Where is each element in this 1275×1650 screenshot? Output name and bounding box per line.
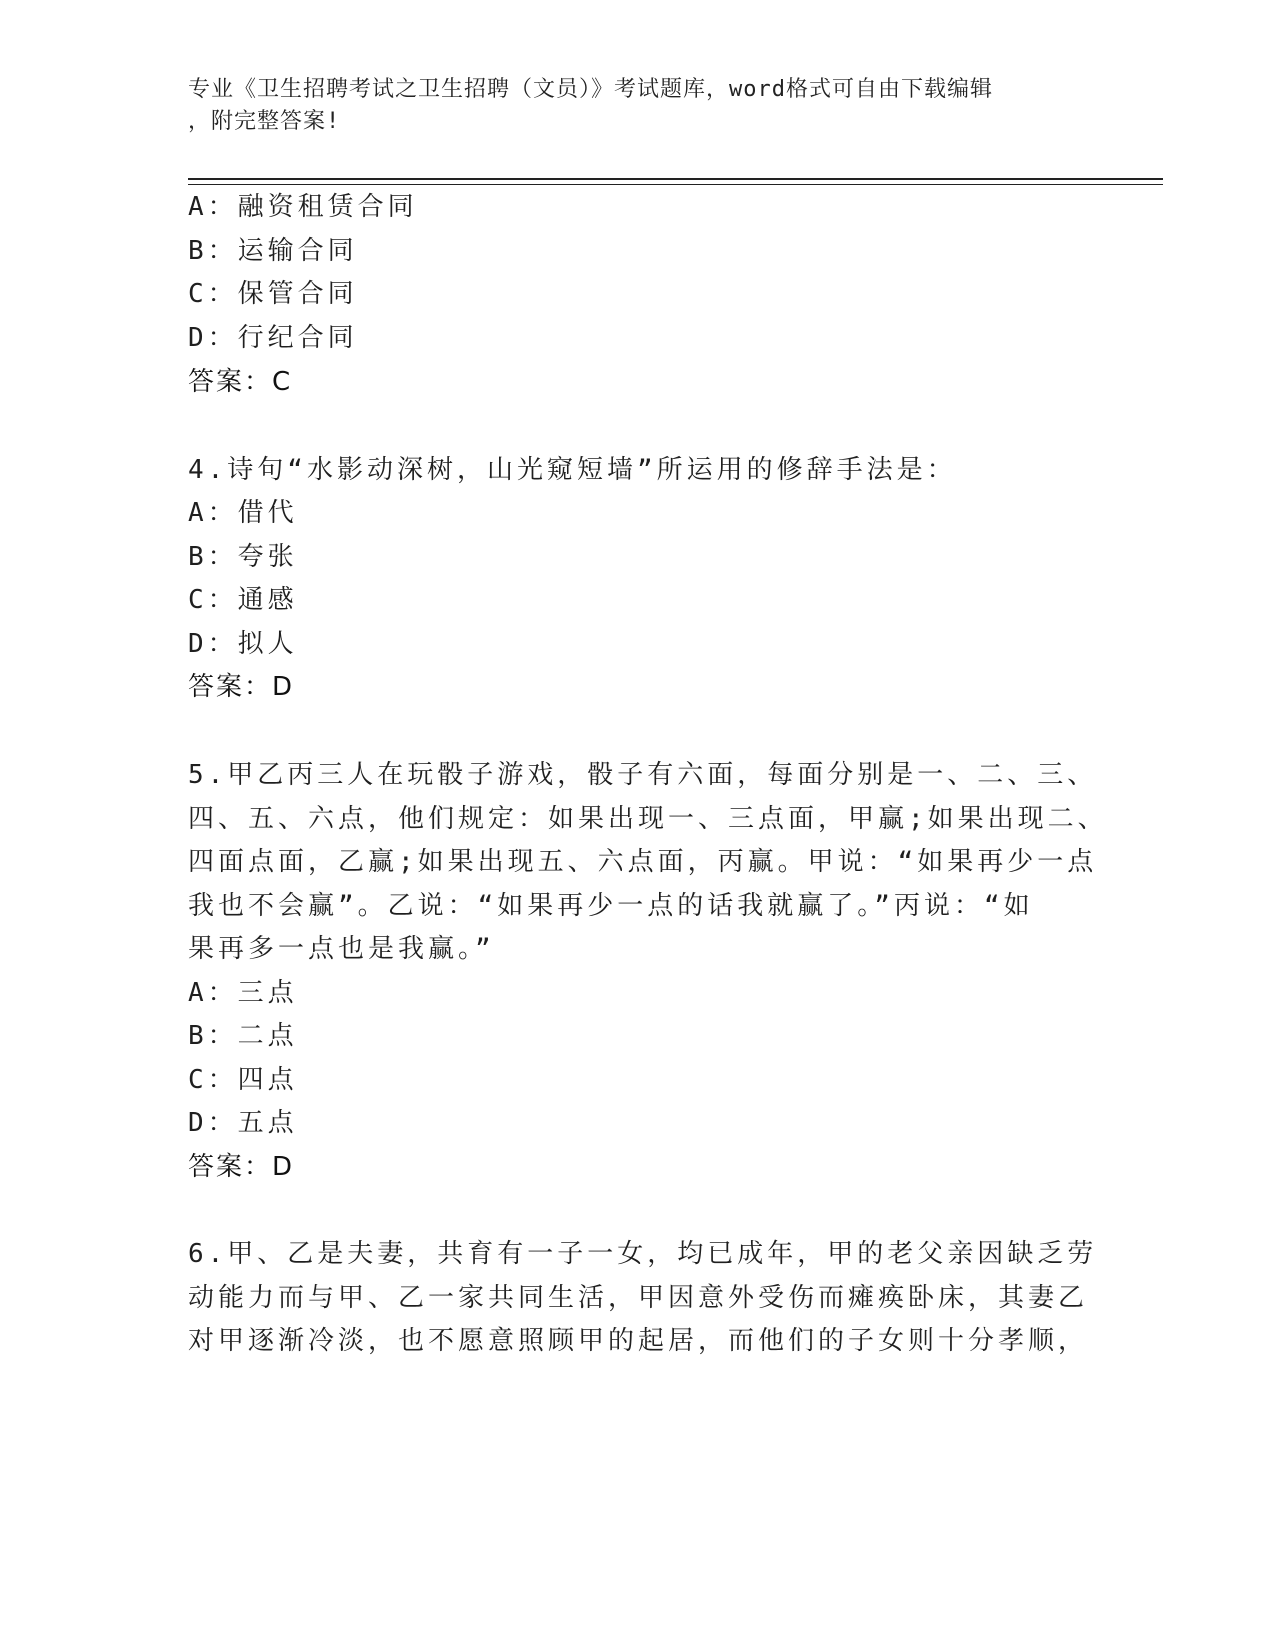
option-label: D： xyxy=(188,1108,238,1138)
q4-option-b xyxy=(188,536,298,573)
option-text: 运输合同 xyxy=(237,236,358,266)
q3-option-c xyxy=(188,273,358,310)
option-text: 行纪合同 xyxy=(237,323,358,353)
header-divider-thin xyxy=(188,184,1163,185)
option-text: 融资租赁合同 xyxy=(237,192,418,222)
option-label: C： xyxy=(188,585,238,615)
q4-answer: 答案：D xyxy=(188,672,295,702)
option-label: D： xyxy=(188,629,238,659)
q3-answer: 答案：C xyxy=(188,367,293,397)
q6-stem-line-1: 6.甲、乙是夫妻，共育有一子一女，均已成年，甲的老父亲因缺乏劳 xyxy=(188,1239,1098,1269)
q3-option-d xyxy=(188,317,358,354)
header-line-2: ，附完整答案! xyxy=(188,109,341,134)
option-text: 四点 xyxy=(237,1065,298,1095)
option-text: 保管合同 xyxy=(237,279,358,309)
q5-option-a xyxy=(188,972,298,1009)
option-text: 通感 xyxy=(237,585,298,615)
q5-answer: 答案：D xyxy=(188,1152,295,1182)
option-text: 借代 xyxy=(237,498,298,528)
option-label: B： xyxy=(188,542,238,572)
q4-stem: 4.诗句“水影动深树，山光窥短墙”所运用的修辞手法是： xyxy=(188,455,957,485)
q5-option-c xyxy=(188,1059,298,1096)
q5-stem-line-5: 果再多一点也是我赢。” xyxy=(188,934,495,964)
q5-stem-line-1: 5.甲乙丙三人在玩骰子游戏，骰子有六面，每面分别是一、二、三、 xyxy=(188,760,1098,790)
option-text: 夸张 xyxy=(237,542,298,572)
q5-stem-line-4: 我也不会赢”。乙说：“如果再少一点的话我就赢了。”丙说：“如 xyxy=(188,891,1034,921)
option-text: 三点 xyxy=(237,978,298,1008)
option-text: 拟人 xyxy=(237,629,298,659)
option-text: 二点 xyxy=(237,1021,298,1051)
q6-stem-line-3: 对甲逐渐冷淡，也不愿意照顾甲的起居，而他们的子女则十分孝顺， xyxy=(188,1326,1089,1356)
q5-stem-line-3: 四面点面，乙赢;如果出现五、六点面，丙赢。甲说：“如果再少一点 xyxy=(188,847,1098,877)
option-label: D： xyxy=(188,323,238,353)
q5-option-b xyxy=(188,1015,298,1052)
option-label: A： xyxy=(188,978,238,1008)
option-label: B： xyxy=(188,236,238,266)
q4-option-a xyxy=(188,492,298,529)
option-label: C： xyxy=(188,1065,238,1095)
header-divider-thick xyxy=(188,178,1163,180)
q5-option-d xyxy=(188,1102,298,1139)
q6-stem-line-2: 动能力而与甲、乙一家共同生活，甲因意外受伤而瘫痪卧床，其妻乙 xyxy=(188,1283,1089,1313)
q5-stem-line-2: 四、五、六点，他们规定：如果出现一、三点面，甲赢;如果出现二、 xyxy=(188,804,1108,834)
option-text: 五点 xyxy=(237,1108,298,1138)
header-line-1: 专业《卫生招聘考试之卫生招聘（文员）》考试题库，word格式可自由下载编辑 xyxy=(188,77,993,102)
q4-option-d xyxy=(188,623,298,660)
option-label: A： xyxy=(188,498,238,528)
option-label: C： xyxy=(188,279,238,309)
q4-option-c xyxy=(188,579,298,616)
document-header xyxy=(188,74,1088,138)
option-label: A： xyxy=(188,192,238,222)
option-label: B： xyxy=(188,1021,238,1051)
q3-option-a xyxy=(188,186,418,223)
q3-option-b xyxy=(188,230,358,267)
